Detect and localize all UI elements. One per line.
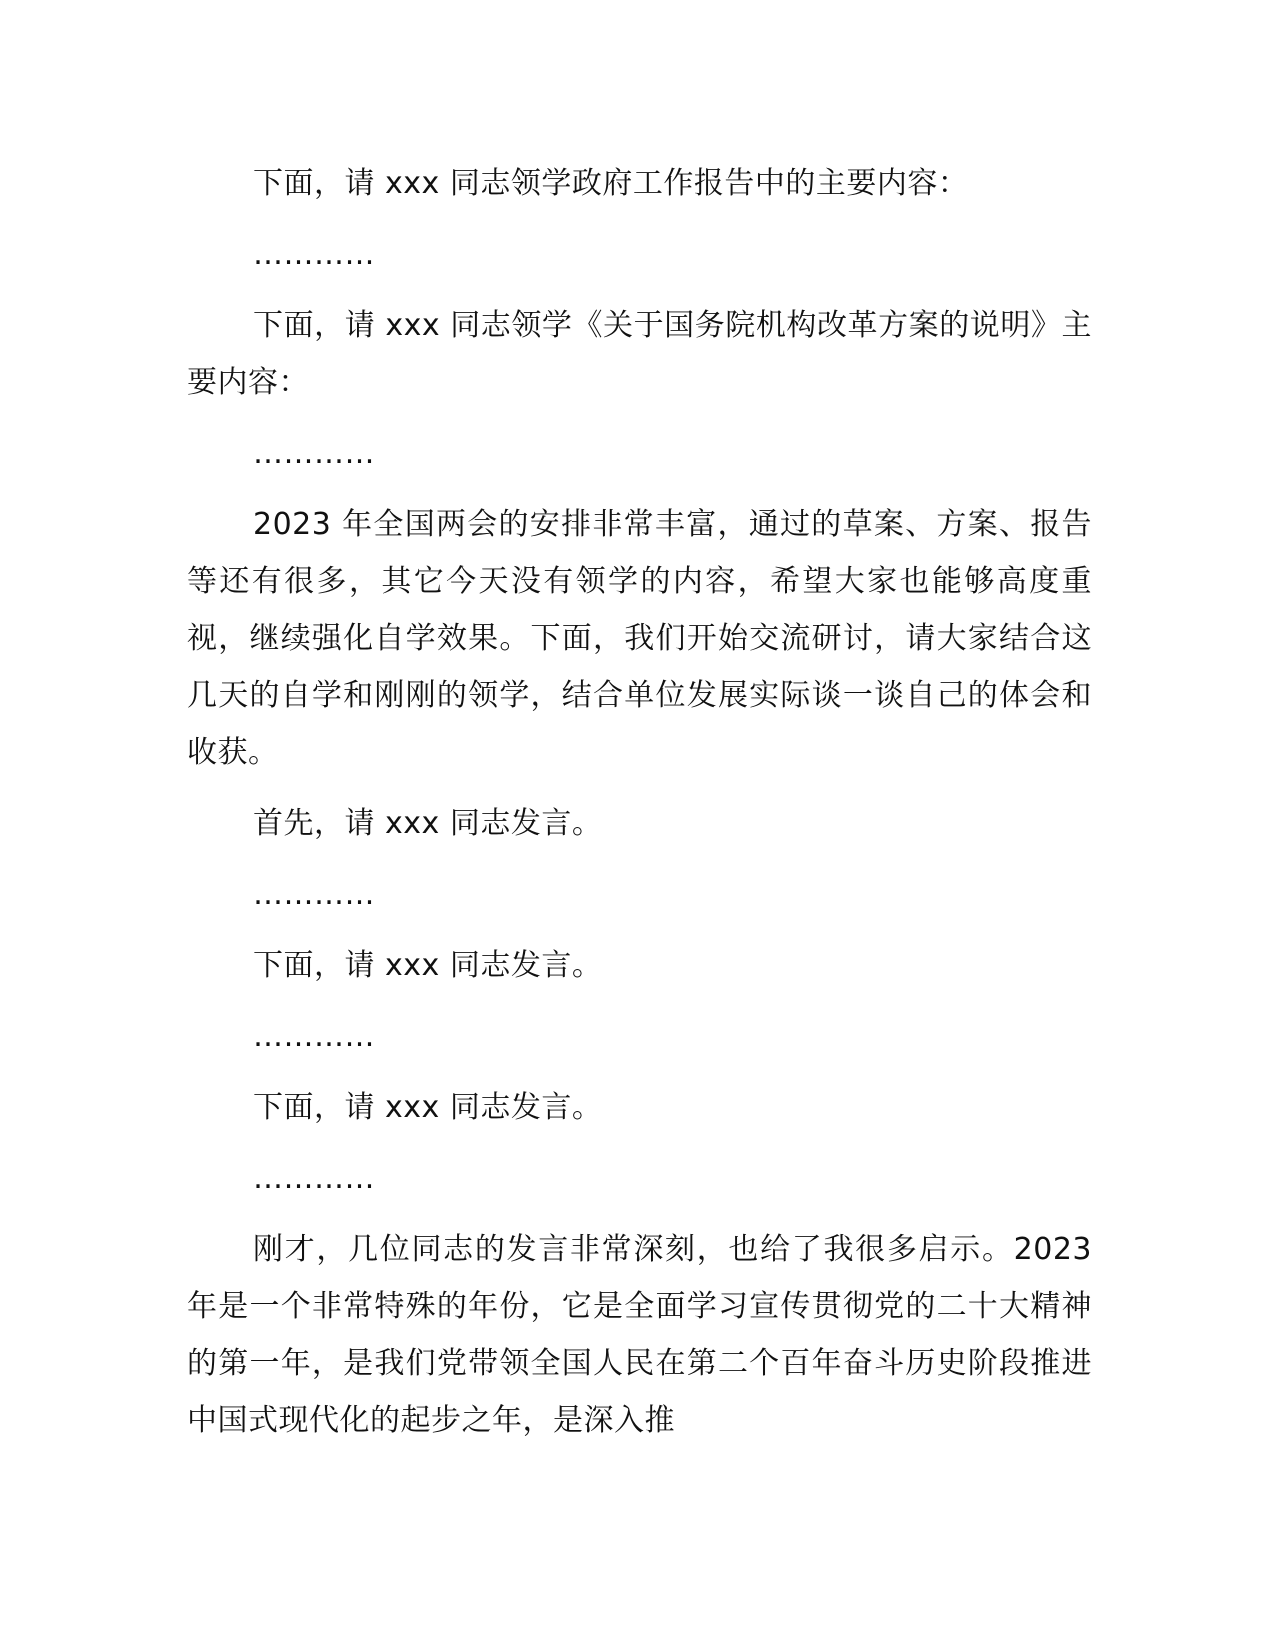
ellipsis-placeholder: ………… — [253, 1161, 375, 1196]
paragraph-lead-government-report: 下面，请 xxx 同志领学政府工作报告中的主要内容： — [253, 166, 969, 201]
ellipsis-placeholder: ………… — [253, 877, 375, 912]
ellipsis-placeholder: ………… — [253, 436, 375, 471]
paragraph-lead-reform-plan: 下面，请 xxx 同志领学《关于国务院机构改革方案的说明》主要内容： — [187, 308, 1092, 400]
paragraph-next-speaker: 下面，请 xxx 同志发言。 — [253, 1090, 603, 1125]
ellipsis-placeholder: ………… — [253, 237, 375, 272]
paragraph-next-speaker: 下面，请 xxx 同志发言。 — [253, 948, 603, 983]
paragraph-first-speaker: 首先，请 xxx 同志发言。 — [253, 806, 603, 841]
paragraph-discussion-intro: 2023 年全国两会的安排非常丰富，通过的草案、方案、报告等还有很多，其它今天没有领学的内容，希望大家也能够高度重视，继续强化自学效果。下面，我们开始交流研讨，请大家结合这几天的自学和刚刚的领学，结合单位发展实际谈一谈自己的体会和收获。 — [187, 507, 1092, 770]
ellipsis-placeholder: ………… — [253, 1019, 375, 1054]
paragraph-summary: 刚才，几位同志的发言非常深刻，也给了我很多启示。2023 年是一个非常特殊的年份，它是全面学习宣传贯彻党的二十大精神的第一年，是我们党带领全国人民在第二个百年奋斗历史阶段推进中国式现代化的起步之年，是深入推 — [187, 1232, 1092, 1438]
document-body — [187, 155, 1092, 1449]
